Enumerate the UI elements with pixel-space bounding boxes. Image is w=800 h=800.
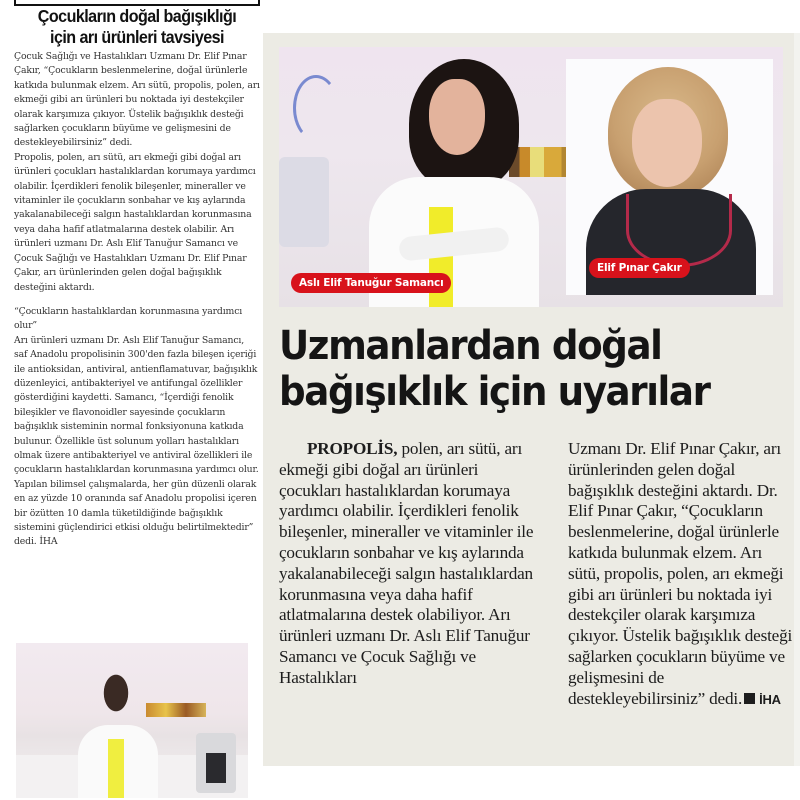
left-paragraph-2: Propolis, polen, arı sütü, arı ekmeği gibi doğal arı ürünleri çocukları hastalıklardan korumaya yardımcı olabilir. İçerdikleri fenolik bileşenler, mineraller ve vitaminler ile çocukların sonbahar ve kış aylarında yakalanabileceği salgın hastalıklardan korunmasına veya daha hafif atlatmalarına destek olabilir. Arı ürünleri uzmanı Dr. Aslı Elif Tanuğur Samancı ve Çocuk Sağlığı ve Hastalıkları Uzmanı Dr. Elif Pınar Çakır, arı ürünlerinden gelen doğal bağışıklık desteğini aktardı. — [14, 151, 256, 293]
left-article-body — [14, 50, 260, 550]
end-mark-icon — [744, 693, 755, 704]
article-column-2 — [568, 439, 794, 710]
microscope-icon — [196, 733, 236, 793]
left-lab-photo — [16, 643, 248, 798]
left-subheading: “Çocukların hastalıklardan korunmasına yardımcı olur” — [14, 305, 243, 332]
main-headline — [279, 323, 753, 415]
cakir-face — [632, 99, 702, 187]
stethoscope-icon — [626, 194, 732, 267]
page-edge — [794, 33, 800, 766]
lab-equipment — [279, 157, 329, 247]
yellow-shirt — [108, 739, 124, 798]
photo-caption-samanci: Aslı Elif Tanuğur Samancı — [291, 273, 451, 293]
column-2-text: Uzmanı Dr. Elif Pınar Çakır, arı ürünlerinden gelen doğal bağışıklık desteğini aktardı. Dr. Elif Pınar Çakır, “Çocukların beslenmelerine, doğal ürünlerle katkıda bulunmak elzem. Arı sütü, propolis, polen, arı ekmeği gibi arı ürünleri bu noktada iyi destekçiler olarak karşımıza çıkıyor. Üstelik bağışıklık desteği sağlarken çocukların büyüme ve gelişmesini de destekleyebilirsiniz” dedi. — [568, 439, 793, 708]
lead-word: PROPOLİS, — [307, 439, 398, 458]
lab-tube — [293, 75, 339, 141]
samanci-face — [429, 79, 485, 155]
article-column-1 — [279, 439, 541, 689]
left-article — [14, 6, 260, 550]
left-paragraph-3: Arı ürünleri uzmanı Dr. Aslı Elif Tanuğur Samancı, saf Anadolu propolisinin 300'den fazla bileşen içeriği ile antioksidan, antiviral, antienflamatuvar, bağışıklık düzenleyici, antibakteriyel ve antifungal özellikler gösterdiğini kaydetti. Samancı, “İçerdiği fenolik bileşikler ve flavonoidler sayesinde çocukların bağışıklık sisteminin normal fonksiyonuna katkıda bulunur. Özellikle üst solunum yolları hastalıkları olmak üzere antibakteriyel ve antiviral özellikleri ile çocukların hastalıklardan korunmasına yardımcı olur. Yapılan bilimsel çalışmalarda, her gün düzenli olarak en az yüzde 10 oranında saf Anadolu propolisi içeren bir özütten 10 damla tüketildiğinde bağışıklık sistemini güçlendirici etkisi olduğu belirtilmektedir” dedi. İHA — [14, 334, 259, 548]
left-headline-line1: Çocukların doğal bağışıklığı — [37, 6, 237, 26]
expert-photos — [279, 47, 783, 307]
source-label: İHA — [759, 691, 781, 707]
photo-caption-cakir: Elif Pınar Çakır — [589, 258, 690, 278]
column-1-text: polen, arı sütü, arı ekmeği gibi doğal arı ürünleri çocukları hastalıklardan korumaya yardımcı olabilir. İçerdikleri fenolik bileşenler, mineraller ve vitaminler ile çocukların sonbahar ve kış aylarında yakalanabileceği salgın hastalıklardan korunmasına veya daha hafif atlatmalarına destek olabiliyor. Arı ürünleri uzmanı Dr. Aslı Elif Tanuğur Samancı ve Çocuk Sağlığı ve Hastalıkları — [279, 439, 534, 687]
lab-jars — [146, 703, 206, 717]
left-article-headline — [24, 6, 250, 48]
left-paragraph-1: Çocuk Sağlığı ve Hastalıkları Uzmanı Dr. Elif Pınar Çakır, “Çocukların beslenmelerine, doğal ürünlerle katkıda bulunmak elzem. Arı sütü, propolis, polen, arı ekmeği gibi arı ürünleri bu noktada iyi destekçiler olarak karşımıza çıkıyor. Üstelik bağışıklık desteği sağlarken çocukların büyüme ve gelişmesini de destekleyebilirsiniz” dedi. — [14, 51, 260, 149]
main-headline-line2: bağışıklık için uyarılar — [279, 369, 710, 415]
main-headline-line1: Uzmanlardan doğal — [279, 323, 662, 369]
left-headline-line2: için arı ürünleri tavsiyesi — [50, 27, 224, 47]
